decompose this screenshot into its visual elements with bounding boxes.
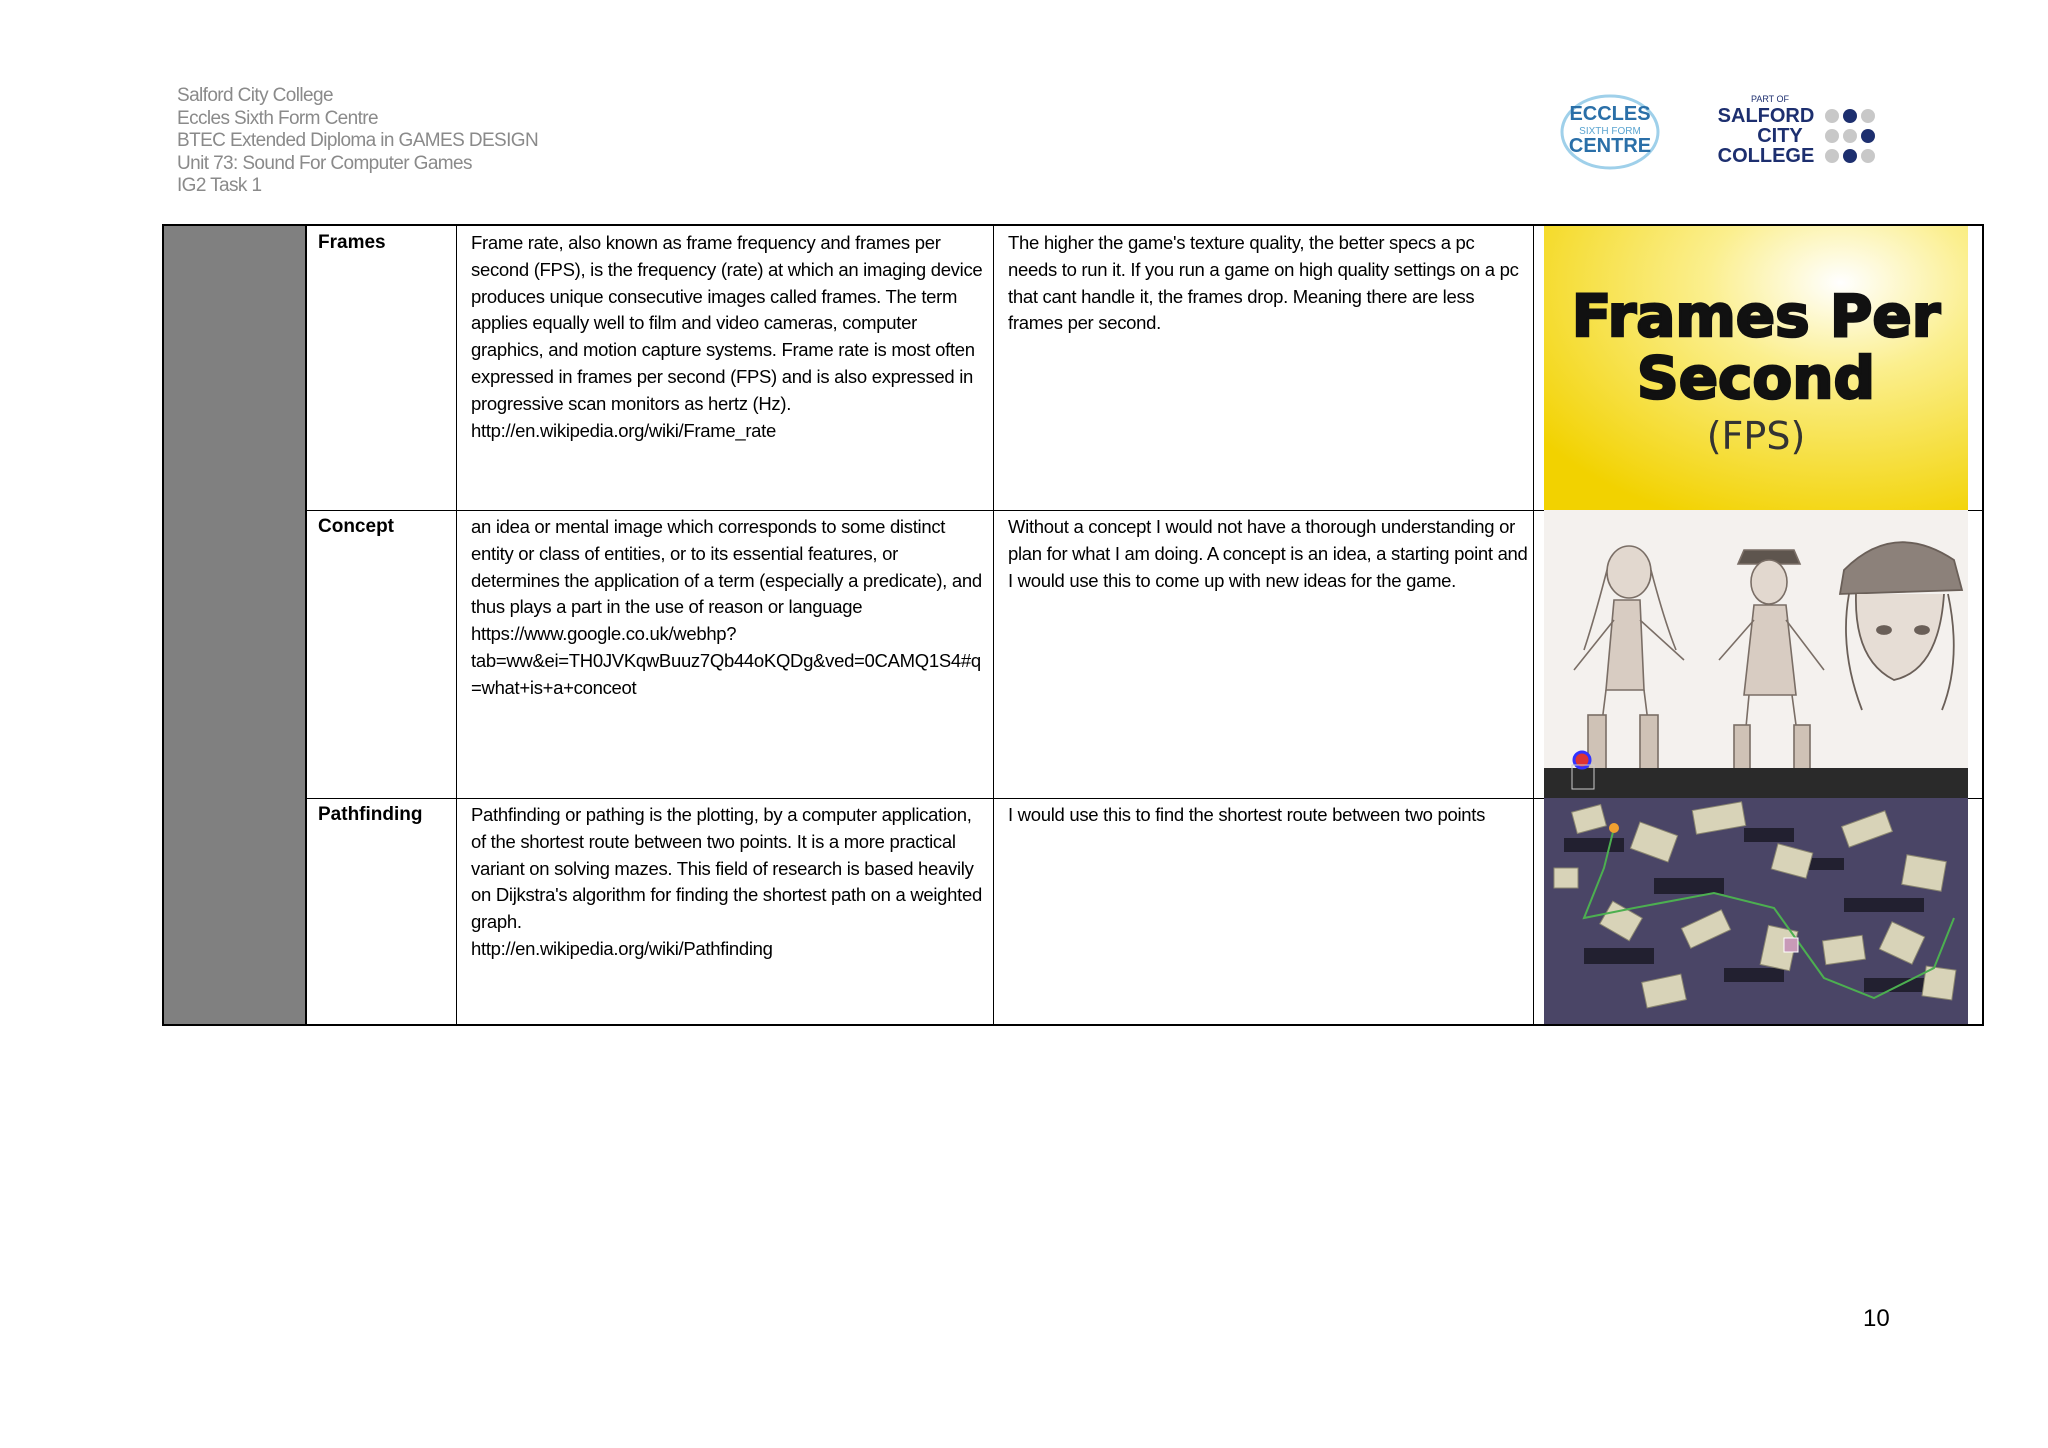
fps-title-line2: Second bbox=[1636, 344, 1876, 412]
concept-art-graphic bbox=[1544, 510, 1968, 798]
terms-table bbox=[162, 224, 1984, 1026]
salford-logo-text: SALFORD bbox=[1717, 105, 1815, 127]
definition-text bbox=[471, 514, 991, 702]
fps-graphic bbox=[1544, 226, 1968, 510]
use-text: The higher the game's texture quality, the better specs a pc needs to run it. If you run a game on high quality settings on a pc that cant handle it, the frames drop. Meaning there are less frames per second. bbox=[1008, 232, 1519, 334]
term-label: Concept bbox=[318, 516, 394, 537]
salford-logo-text: COLLEGE bbox=[1717, 145, 1815, 167]
image-cell bbox=[1534, 510, 1982, 798]
eccles-logo-text: ECCLES bbox=[1569, 103, 1651, 125]
definition-cell bbox=[457, 798, 994, 1024]
definition-cell bbox=[457, 226, 994, 510]
table-row bbox=[305, 510, 1982, 799]
term-cell bbox=[305, 798, 457, 1024]
concept-art-image bbox=[1544, 510, 1968, 798]
fps-title-line3: (FPS) bbox=[1706, 414, 1806, 458]
definition-body: Pathfinding or pathing is the plotting, by a computer application, of the shortest route between two points. It is a more practical variant on solving mazes. This field of research is based heavily on Dijkstra's algorithm for finding the shortest path on a weighted graph. bbox=[471, 804, 982, 933]
use-cell bbox=[994, 510, 1534, 798]
page-number: 10 bbox=[1863, 1305, 1890, 1332]
image-cell bbox=[1534, 226, 1982, 510]
eccles-centre-logo bbox=[1560, 92, 1660, 172]
eccles-logo-text: SIXTH FORM bbox=[1579, 126, 1641, 137]
source-url: https://www.google.co.uk/webhp?tab=ww&ei=TH0JVKqwBuuz7Qb44oKQDg&ved=0CAMQ1S4#q=what+is+a+conceot bbox=[471, 623, 981, 698]
image-cell bbox=[1534, 798, 1982, 1024]
use-text: I would use this to find the shortest route between two points bbox=[1008, 804, 1486, 825]
eccles-logo-text: CENTRE bbox=[1568, 135, 1652, 157]
definition-text bbox=[471, 802, 991, 963]
salford-part-of-text: PART OF bbox=[1750, 94, 1790, 104]
use-cell bbox=[994, 226, 1534, 510]
pathfinding-graphic bbox=[1544, 798, 1968, 1024]
term-cell bbox=[305, 226, 457, 510]
source-url: http://en.wikipedia.org/wiki/Pathfinding bbox=[471, 937, 773, 959]
header-line: IG2 Task 1 bbox=[177, 175, 262, 196]
table-row bbox=[305, 226, 1982, 511]
definition-cell bbox=[457, 510, 994, 798]
term-label: Frames bbox=[318, 232, 386, 253]
header-line: Salford City College bbox=[177, 85, 333, 106]
grey-side-column bbox=[164, 226, 307, 1024]
use-cell bbox=[994, 798, 1534, 1024]
source-url: http://en.wikipedia.org/wiki/Frame_rate bbox=[471, 419, 776, 441]
header-line: Unit 73: Sound For Computer Games bbox=[177, 152, 472, 174]
fps-image bbox=[1544, 226, 1968, 510]
header-line: BTEC Extended Diploma in GAMES DESIGN bbox=[177, 130, 539, 151]
term-label: Pathfinding bbox=[318, 804, 423, 825]
pathfinding-image bbox=[1544, 798, 1968, 1024]
salford-city-college-logo bbox=[1710, 92, 1900, 172]
definition-body: Frame rate, also known as frame frequency and frames per second (FPS), is the frequency (rate) at which an imaging device produces unique consecutive images called frames. The term applies equally well to film and video cameras, computer graphics, and motion capture systems. Frame rate is most often expressed in frames per second (FPS) and is also expressed in progressive scan monitors as hertz (Hz). bbox=[471, 232, 983, 414]
use-text: Without a concept I would not have a thorough understanding or plan for what I am doing. A concept is an idea, a starting point and I would use this to come up with new ideas for the game. bbox=[1008, 516, 1528, 591]
header-line: Eccles Sixth Form Centre bbox=[177, 107, 378, 129]
definition-text bbox=[471, 230, 991, 444]
salford-logo-text: CITY bbox=[1757, 125, 1803, 147]
definition-body: an idea or mental image which corresponds to some distinct entity or class of entities, or to its essential features, or determines the application of a term (especially a predicate), and thus plays a part in the use of reason or language bbox=[471, 516, 982, 618]
salford-dots bbox=[1825, 109, 1875, 163]
term-cell bbox=[305, 510, 457, 798]
table-row bbox=[305, 798, 1982, 1024]
fps-title-line1: Frames Per bbox=[1571, 282, 1941, 350]
document-header bbox=[177, 85, 1077, 198]
